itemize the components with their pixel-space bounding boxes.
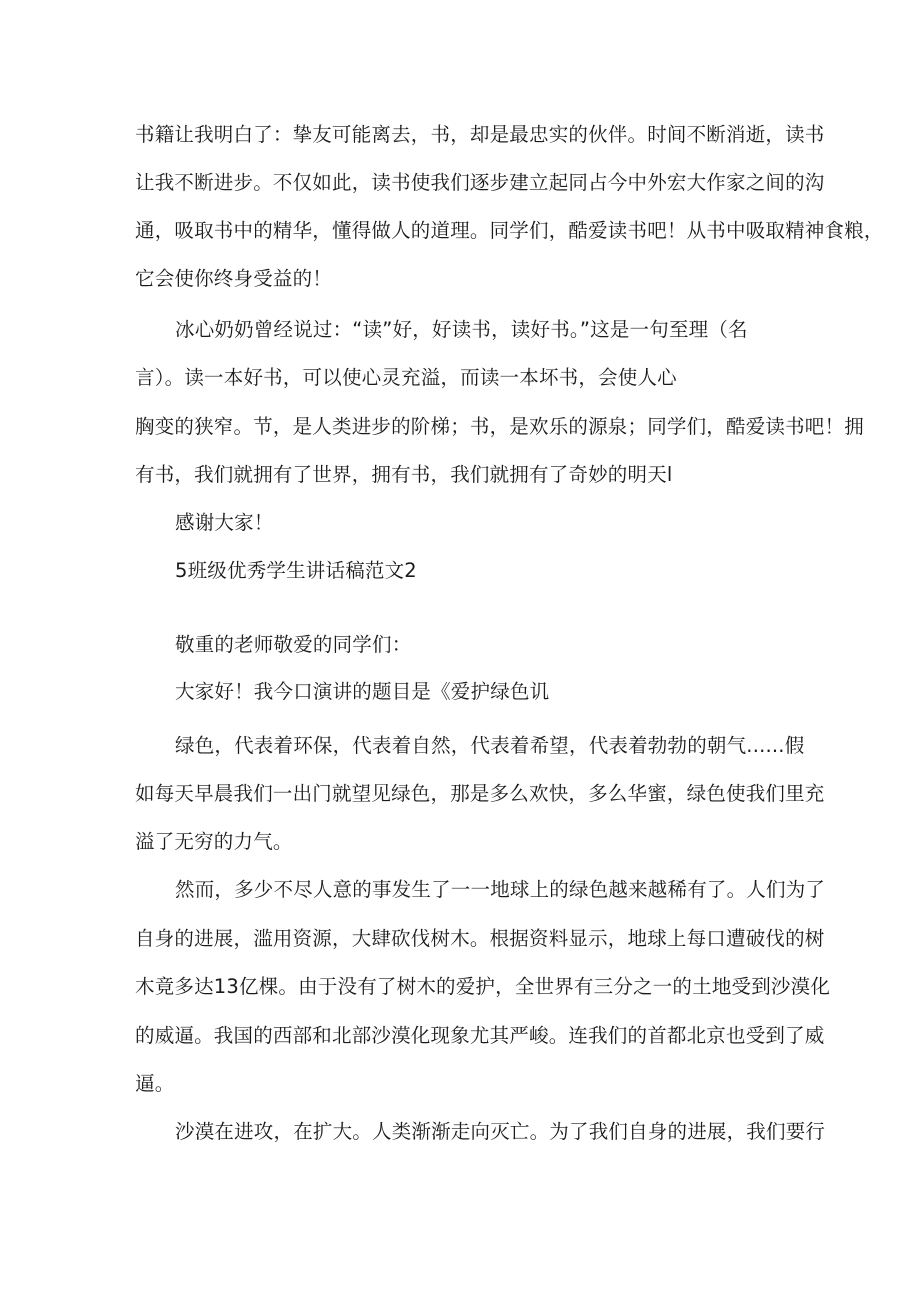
paragraph-line-13: 自身的进展，滥用资源，大肆砍伐树木。根据资料显示，地球上每口遭破伐的树	[135, 927, 825, 950]
greeting-line: 大家好！我今口演讲的题目是《爱护绿色讥	[175, 680, 550, 703]
paragraph-line-10: 如每天早晨我们一出门就望见绿色，那是多么欢快，多么华蜜，绿色使我们里充	[135, 782, 825, 805]
paragraph-line-11: 溢了无穷的力气。	[135, 830, 293, 853]
paragraph-line-17: 沙漠在进攻，在扩大。人类渐渐走向灭亡。为了我们自身的进展，我们要行	[175, 1120, 826, 1143]
section-heading: 5班级优秀学生讲话稿范文2	[175, 559, 417, 582]
paragraph-line-15: 的威逼。我国的西部和北部沙漠化现象尤其严峻。连我们的首都北京也受到了威	[135, 1024, 825, 1047]
paragraph-line-4: 它会使你终身受益的！	[135, 267, 333, 290]
paragraph-line-9: 绿色，代表着环保，代表着自然，代表着希望，代表着勃勃的朝气......假	[175, 734, 805, 757]
paragraph-line-8: 有书，我们就拥有了世界，拥有书，我们就拥有了奇妙的明天l	[135, 463, 673, 486]
closing-line: 感谢大家！	[175, 511, 274, 534]
paragraph-line-3: 通，吸取书中的精华，懂得做人的道理。同学们，酷爱读书吧！从书中吸取精神食粮，	[135, 219, 884, 242]
paragraph-line-6: 言）。读一本好书，可以使心灵充溢，而读一本坏书，会使人心	[135, 366, 677, 389]
salutation-line: 敬重的老师敬爱的同学们：	[175, 633, 412, 656]
paragraph-line-12: 然而，多少不尽人意的事发生了一一地球上的绿色越来越稀有了。人们为了	[175, 878, 826, 901]
paragraph-line-16: 逼。	[135, 1072, 175, 1095]
paragraph-line-14: 木竟多达13亿棵。由于没有了树木的爱护，全世界有三分之一的土地受到沙漠化	[135, 975, 831, 998]
paragraph-line-1: 书籍让我明白了：挚友可能离去，书，却是最忠实的伙伴。时间不断消逝，读书	[135, 123, 825, 146]
paragraph-line-7: 胸变的狭窄。节，是人类进步的阶梯；书，是欢乐的源泉；同学们，酷爱读书吧！拥	[135, 415, 864, 438]
paragraph-line-2: 让我不断进步。不仅如此，读书使我们逐步建立起同占今中外宏大作家之间的沟	[135, 171, 825, 194]
paragraph-line-5: 冰心奶奶曾经说过：“读”好，好读书，读好书。”这是一句至理（名	[175, 318, 748, 341]
